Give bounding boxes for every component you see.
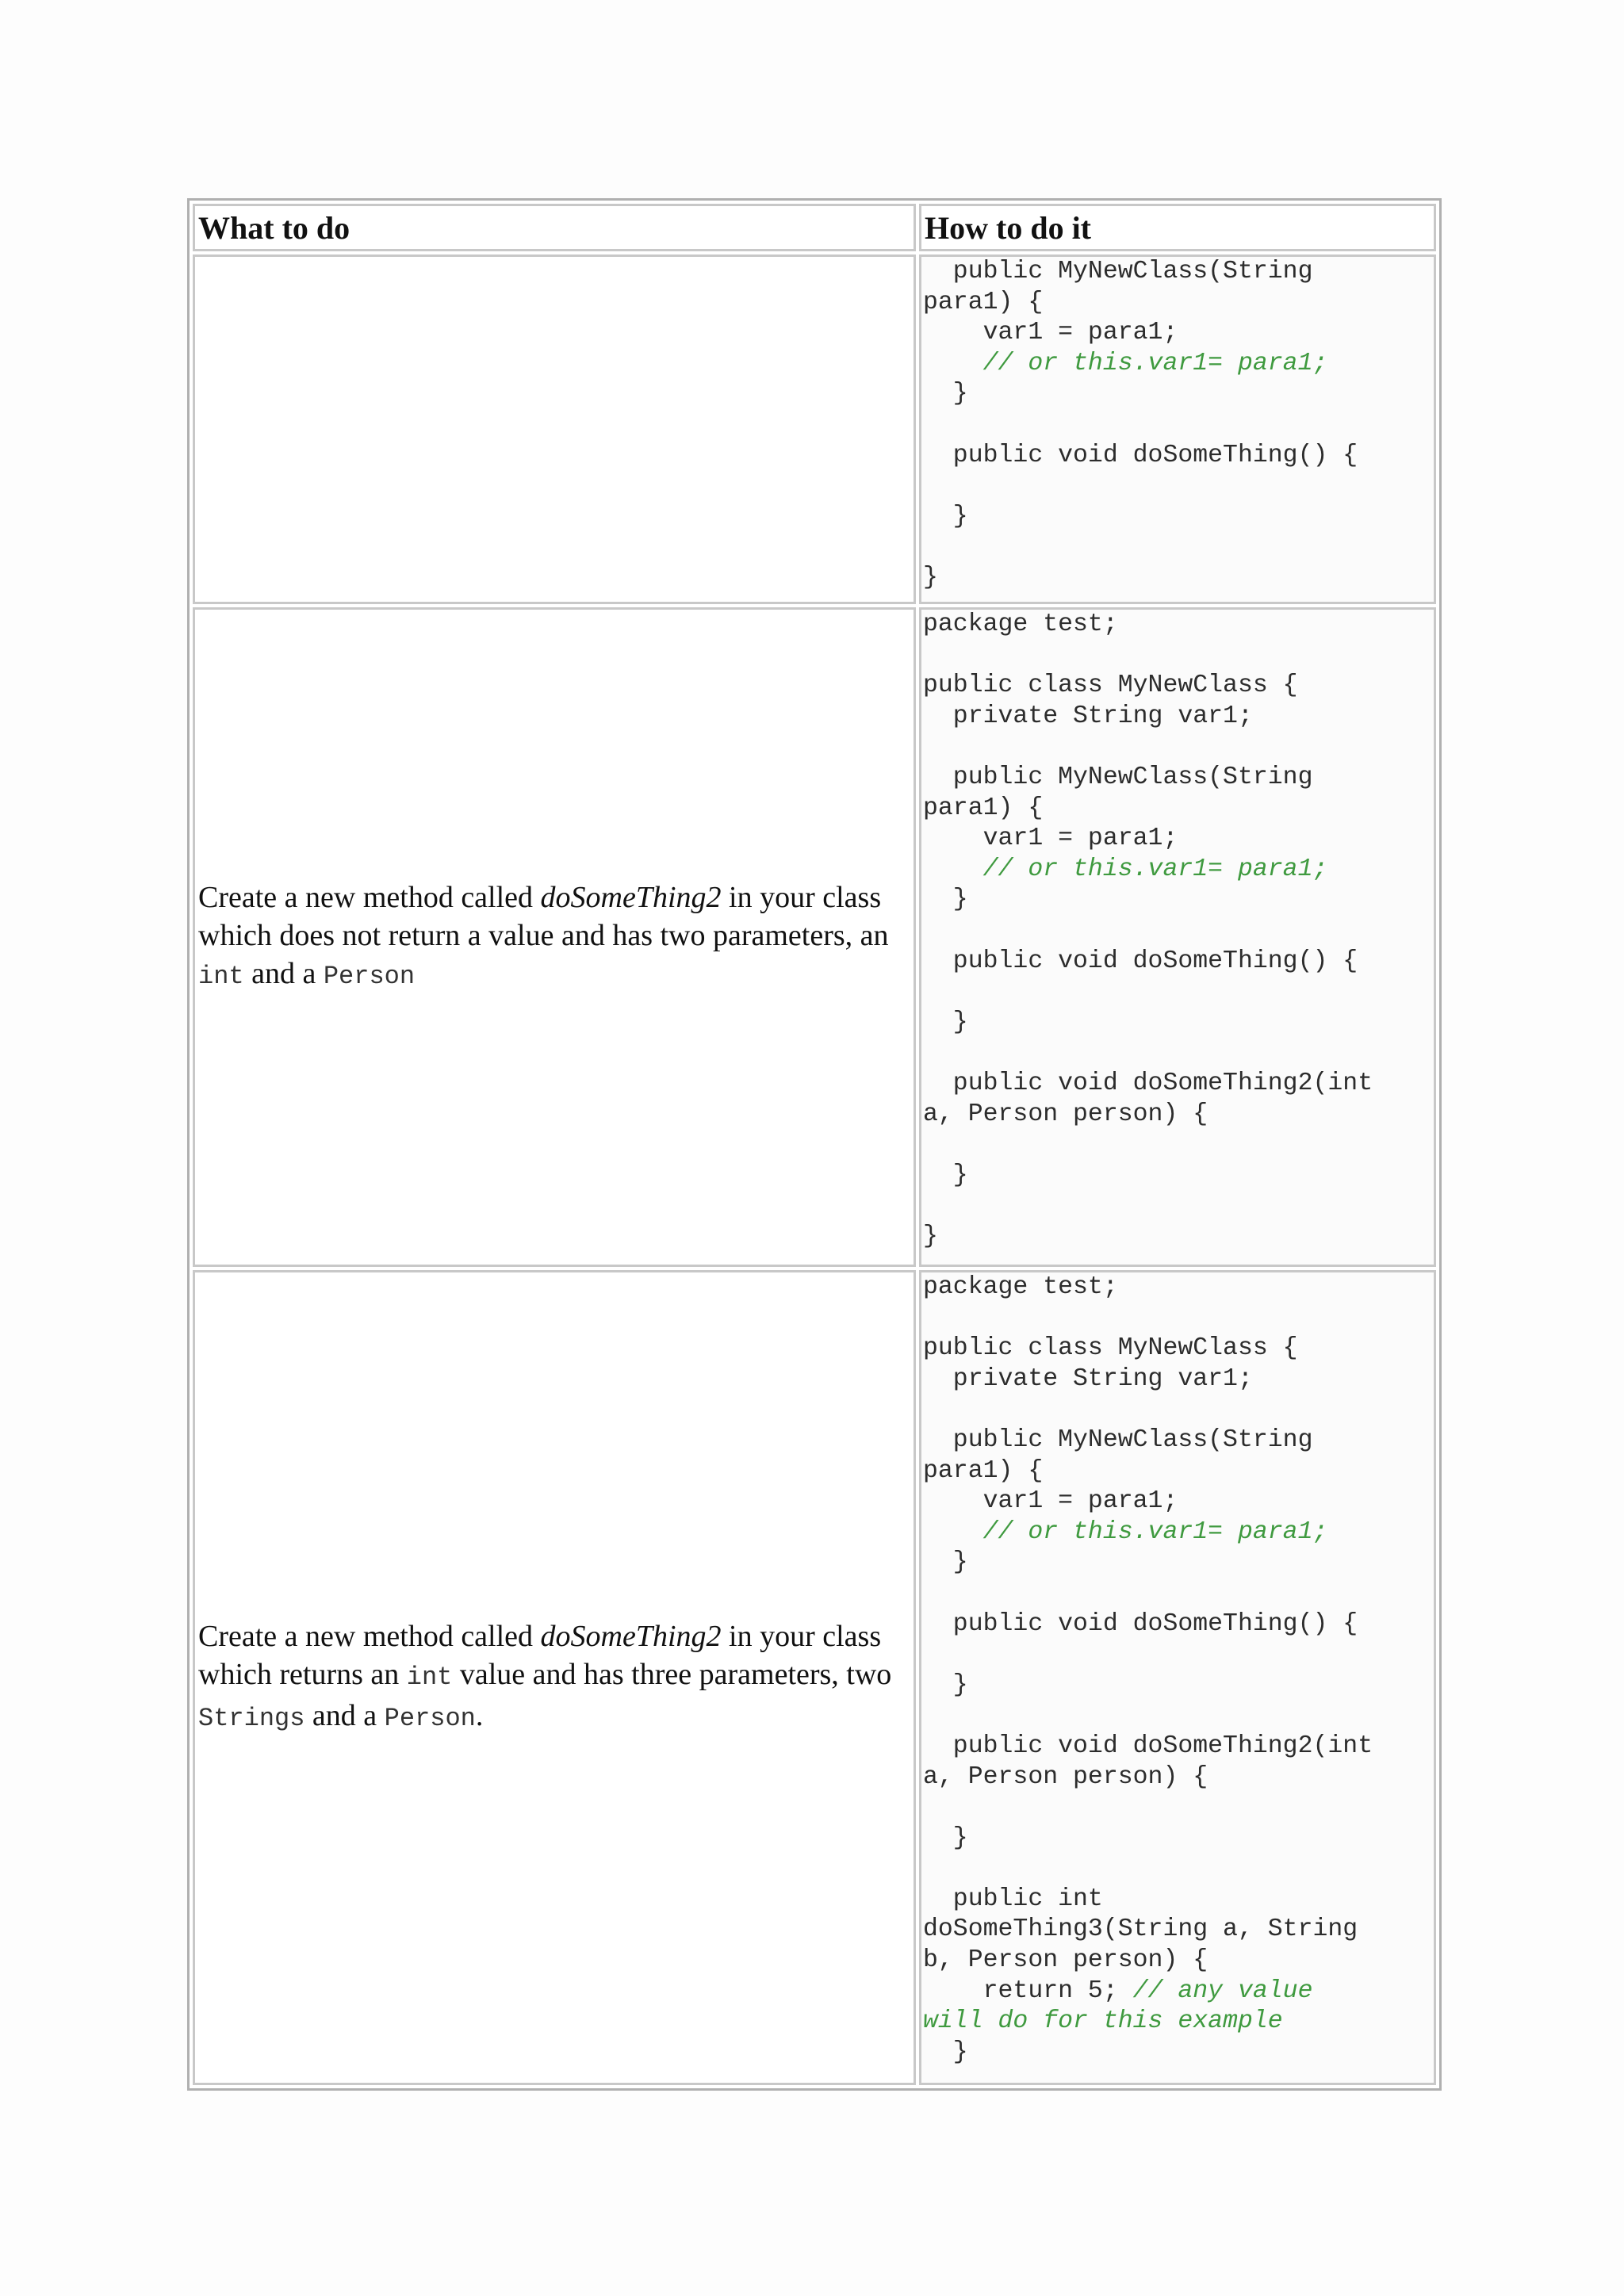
type-person: Person (384, 1704, 476, 1733)
type-int: int (198, 962, 244, 991)
row-3-code-cell (919, 1270, 1436, 2085)
desc-text: value and has three parameters, two (452, 1658, 892, 1691)
code-line: private String var1; (923, 1364, 1253, 1393)
code-block (921, 1272, 1434, 2068)
method-name: doSomeThing2 (540, 1620, 722, 1653)
desc-text: Create a new method called (198, 1620, 541, 1653)
code-line: para1) { (923, 288, 1044, 316)
header-how-to-do-it: How to do it (919, 204, 1436, 251)
code-line: } (923, 380, 968, 408)
table-row (193, 254, 1436, 604)
table-row (193, 1270, 1436, 2085)
code-line: will do for this example (923, 2007, 1283, 2036)
code-line: } (923, 1161, 968, 1189)
desc-text: and a (304, 1699, 385, 1732)
code-line: } (923, 1222, 938, 1250)
code-line: public MyNewClass(String (923, 258, 1313, 285)
instructions-table (187, 198, 1442, 2091)
code-line: var1 = para1; (923, 825, 1178, 853)
code-line: package test; (923, 1273, 1118, 1301)
code-line: return 5; // any value (923, 1976, 1313, 2005)
header-what-to-do: What to do (193, 204, 916, 251)
code-line: public void doSomeThing2(int (923, 1069, 1373, 1097)
code-line: } (923, 1823, 968, 1852)
desc-text: Create a new method called (198, 881, 541, 914)
code-line: public MyNewClass(String (923, 1425, 1313, 1454)
code-comment: // any value (1132, 1976, 1313, 2005)
code-line: } (923, 563, 938, 591)
code-line: // or this.var1= para1; (923, 855, 1328, 883)
header-row (193, 204, 1436, 251)
desc-text: and a (243, 957, 324, 990)
code-line: public class MyNewClass { (923, 1334, 1298, 1363)
code-line: para1) { (923, 794, 1044, 822)
code-line: public void doSomeThing() { (923, 947, 1358, 975)
code-line: public int (923, 1885, 1103, 1913)
code-line: var1 = para1; (923, 1487, 1178, 1516)
code-line: public void doSomeThing() { (923, 1609, 1358, 1638)
type-strings: Strings (198, 1704, 305, 1733)
code-line: public void doSomeThing() { (923, 441, 1358, 469)
table-row (193, 607, 1436, 1267)
code-line: package test; (923, 610, 1118, 638)
desc-text: . (475, 1699, 484, 1732)
code-line: } (923, 502, 968, 530)
code-line: public void doSomeThing2(int (923, 1732, 1373, 1760)
code-line: a, Person person) { (923, 1762, 1208, 1791)
code-line: doSomeThing3(String a, String (923, 1915, 1358, 1944)
code-line: } (923, 2038, 968, 2066)
code-block (921, 257, 1434, 594)
code-line: b, Person person) { (923, 1946, 1208, 1975)
code-line: } (923, 1548, 968, 1577)
code-line: // or this.var1= para1; (923, 1517, 1328, 1546)
type-person: Person (323, 962, 416, 991)
code-line: } (923, 1008, 968, 1036)
code-line: // or this.var1= para1; (923, 349, 1328, 377)
row-1-code-cell (919, 254, 1436, 604)
desc-text: in your class which returns an (198, 1620, 882, 1691)
code-line: private String var1; (923, 702, 1253, 730)
code-line: } (923, 886, 968, 914)
method-name: doSomeThing2 (540, 881, 722, 914)
code-line: a, Person person) { (923, 1100, 1208, 1128)
row-3-description (193, 1270, 916, 2085)
type-int: int (406, 1663, 453, 1692)
row-1-description (193, 254, 916, 604)
code-line: } (923, 1670, 968, 1699)
code-line: var1 = para1; (923, 319, 1178, 347)
row-2-code-cell (919, 607, 1436, 1267)
code-block (921, 610, 1434, 1252)
desc-text: in your class which does not return a value and has two parameters, an (198, 881, 889, 952)
code-line: public class MyNewClass { (923, 672, 1298, 700)
code-line: para1) { (923, 1456, 1044, 1485)
code-line: public MyNewClass(String (923, 763, 1313, 791)
row-2-description (193, 607, 916, 1267)
